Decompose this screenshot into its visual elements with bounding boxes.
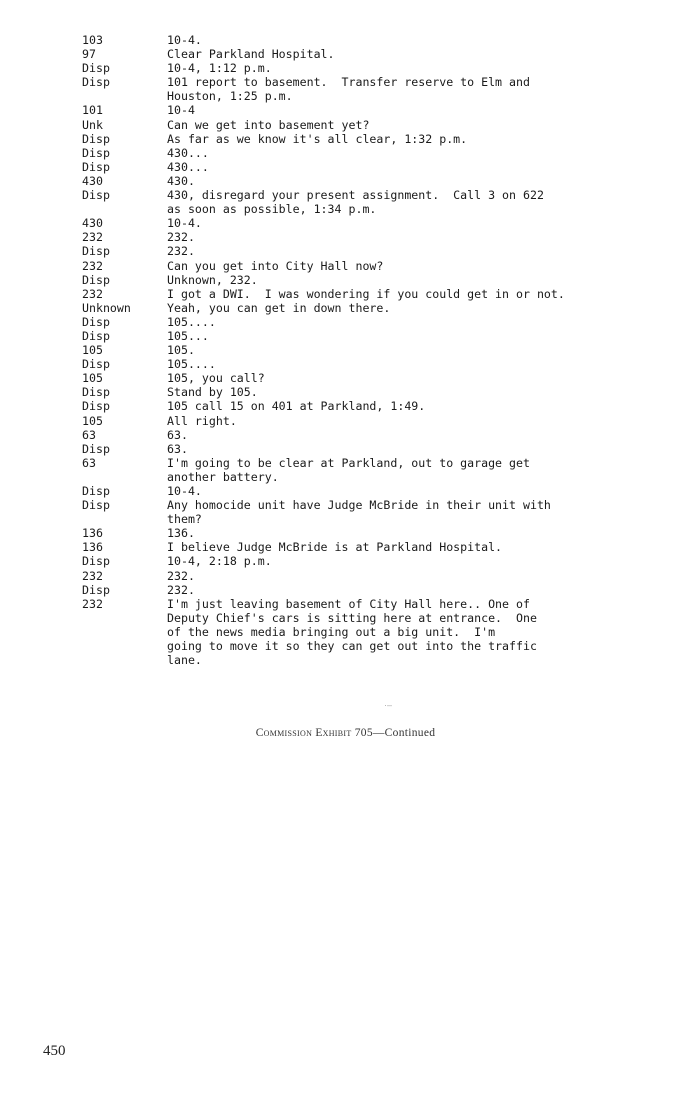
message-text: 232. [167,230,195,245]
message-text: 105, you call? [167,371,265,386]
speaker-label: 103 [82,33,103,47]
page-number: 450 [43,1043,66,1059]
message-text: 105 call 15 on 401 at Parkland, 1:49. [167,399,426,414]
transcript-row [82,33,662,47]
message-text: I'm going to be clear at Parkland, out to garage get another battery. [167,455,530,484]
speaker-label: 101 [82,103,103,118]
exhibit-caption-continued: —Continued [372,727,436,739]
message-text: 10-4. [167,216,202,231]
speaker-label: Disp [82,441,110,456]
transcript-row [82,259,662,273]
transcript-row [82,160,662,174]
speaker-label: Disp [82,244,110,259]
transcript-row [82,287,662,301]
exhibit-caption-label: Commission Exhibit 705 [255,727,373,739]
speaker-label: Disp [82,399,110,414]
speaker-label: Disp [82,131,110,146]
message-text: 232. [167,568,195,583]
message-text: Any homocide unit have Judge McBride in their unit with them? [167,498,551,527]
transcript-row [82,526,662,540]
speaker-label: Disp [82,484,110,498]
message-text: 105.... [167,314,216,329]
transcript-row [82,315,662,329]
message-text: 63. [167,441,188,456]
transcript-row [82,414,662,428]
speaker-label: 232 [82,258,103,273]
exhibit-caption [0,727,691,739]
message-text: 63. [167,427,188,442]
message-text: Unknown, 232. [167,272,258,287]
message-text: I believe Judge McBride is at Parkland Hospital. [167,540,503,555]
speaker-label: 232 [82,596,103,611]
speaker-label: Disp [82,554,110,569]
message-text: As far as we know it's all clear, 1:32 p.m. [167,131,468,146]
transcript-row [82,484,662,498]
message-text: 430, disregard your present assignment. Call 3 on 622 as soon as possible, 1:34 p.m. [167,188,544,217]
transcript-row [82,188,662,216]
message-text: 101 report to basement. Transfer reserve to Elm and Houston, 1:25 p.m. [167,75,530,104]
speaker-label: 232 [82,230,103,245]
speaker-label: 63 [82,455,96,470]
transcript-row [82,498,662,526]
speaker-label: Disp [82,314,110,329]
message-text: 10-4, 2:18 p.m. [167,554,272,569]
speaker-label: Disp [82,357,110,372]
transcript-row [82,61,662,75]
speaker-label: 232 [82,286,103,301]
message-text: Can we get into basement yet? [167,117,370,132]
message-text: Can you get into City Hall now? [167,258,384,273]
message-text: 232. [167,582,195,597]
message-text: 430... [167,159,209,174]
message-text: 10-4. [167,484,202,498]
transcript-row [82,230,662,244]
speaker-label: Disp [82,188,110,203]
transcript-row [82,301,662,315]
transcript-row [82,75,662,103]
speaker-label: Disp [82,159,110,174]
speaker-label: Disp [82,498,110,513]
transcript-row [82,357,662,371]
transcript-row [82,597,662,667]
transcript-row [82,428,662,442]
transcript-row [82,456,662,484]
speaker-label: 430 [82,216,103,231]
transcript-row [82,118,662,132]
message-text: 430... [167,145,209,160]
message-text: 10-4 [167,103,195,118]
radio-log-transcript [82,33,662,667]
speaker-label: 136 [82,540,103,555]
speaker-label: Disp [82,272,110,287]
transcript-row [82,47,662,61]
speaker-label: 105 [82,343,103,358]
speaker-label: Disp [82,328,110,343]
transcript-row [82,216,662,230]
speaker-label: 105 [82,413,103,428]
speaker-label: Disp [82,582,110,597]
message-text: 10-4. [167,33,202,47]
speaker-label: 97 [82,47,96,62]
transcript-row [82,385,662,399]
transcript-row [82,569,662,583]
message-text: 430. [167,173,195,188]
transcript-row [82,442,662,456]
message-text: 105.... [167,357,216,372]
transcript-row [82,244,662,258]
transcript-row [82,174,662,188]
speaker-label: Disp [82,75,110,90]
transcript-row [82,554,662,568]
speaker-label: 105 [82,371,103,386]
transcript-row [82,132,662,146]
message-text: All right. [167,413,237,428]
speaker-label: 430 [82,173,103,188]
message-text: 10-4, 1:12 p.m. [167,61,272,76]
speaker-label: Unknown [82,300,131,315]
transcript-row [82,343,662,357]
speaker-label: Disp [82,61,110,76]
message-text: 232. [167,244,195,259]
message-text: 105... [167,328,209,343]
transcript-row [82,583,662,597]
message-text: Yeah, you can get in down there. [167,300,391,315]
message-text: I'm just leaving basement of City Hall here.. One of Deputy Chief's cars is sitting here at entrance. One of the news media bringing out a big unit. I'm going to move it so they can get out into the traffic lane. [167,596,537,668]
print-smudge: ·‒ [384,700,393,710]
transcript-row [82,371,662,385]
message-text: 136. [167,526,195,541]
transcript-row [82,540,662,554]
transcript-row [82,146,662,160]
message-text: Clear Parkland Hospital. [167,47,335,62]
speaker-label: Disp [82,385,110,400]
speaker-label: Unk [82,117,103,132]
speaker-label: 136 [82,526,103,541]
speaker-label: 232 [82,568,103,583]
message-text: Stand by 105. [167,385,258,400]
transcript-row [82,273,662,287]
message-text: I got a DWI. I was wondering if you could get in or not. [167,286,565,301]
speaker-label: 63 [82,427,96,442]
transcript-row [82,329,662,343]
transcript-row [82,103,662,117]
speaker-label: Disp [82,145,110,160]
transcript-row [82,399,662,413]
message-text: 105. [167,343,195,358]
